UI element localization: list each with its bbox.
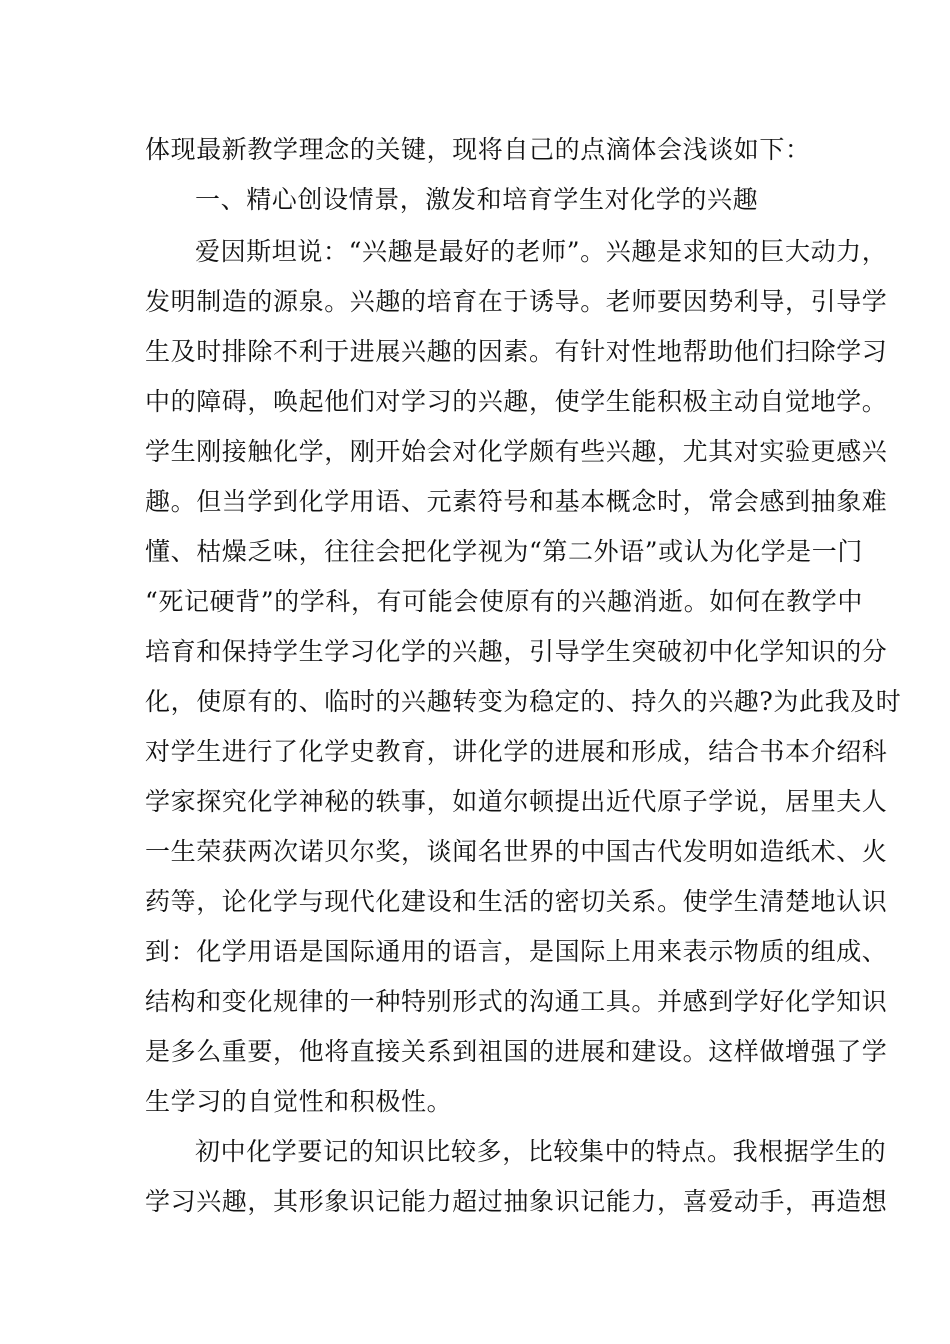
text-line: 学习兴趣，其形象识记能力超过抽象识记能力，喜爱动手，再造想 xyxy=(145,1187,888,1216)
text-line: “死记硬背”的学科，有可能会使原有的兴趣消逝。如何在教学中 xyxy=(145,587,863,616)
text-line: 学生刚接触化学，刚开始会对化学颇有些兴趣，尤其对实验更感兴 xyxy=(145,437,888,466)
text-line: 学家探究化学神秘的轶事，如道尔顿提出近代原子学说，居里夫人 xyxy=(145,787,888,816)
text-line: 培育和保持学生学习化学的兴趣，引导学生突破初中化学知识的分 xyxy=(145,637,888,666)
text-line: 趣。但当学到化学用语、元素符号和基本概念时，常会感到抽象难 xyxy=(145,487,888,516)
text-line: 中的障碍，唤起他们对学习的兴趣，使学生能积极主动自觉地学。 xyxy=(145,387,888,416)
text-line: 化，使原有的、临时的兴趣转变为稳定的、持久的兴趣?为此我及时 xyxy=(145,687,902,716)
text-line: 对学生进行了化学史教育，讲化学的进展和形成，结合书本介绍科 xyxy=(145,737,888,766)
text-line: 结构和变化规律的一种特别形式的沟通工具。并感到学好化学知识 xyxy=(145,987,888,1016)
text-line: 懂、枯燥乏味，往往会把化学视为“第二外语”或认为化学是一门 xyxy=(145,537,863,566)
section-heading: 一、精心创设情景，激发和培育学生对化学的兴趣 xyxy=(195,185,759,214)
text-line: 发明制造的源泉。兴趣的培育在于诱导。老师要因势利导，引导学 xyxy=(145,287,888,316)
text-line: 初中化学要记的知识比较多，比较集中的特点。我根据学生的 xyxy=(195,1137,887,1166)
text-line: 药等，论化学与现代化建设和生活的密切关系。使学生清楚地认识 xyxy=(145,887,888,916)
text-line: 是多么重要，他将直接关系到祖国的进展和建设。这样做增强了学 xyxy=(145,1037,888,1066)
text-line: 生及时排除不利于进展兴趣的因素。有针对性地帮助他们扫除学习 xyxy=(145,337,888,366)
text-line: 爱因斯坦说：“兴趣是最好的老师”。兴趣是求知的巨大动力， xyxy=(195,237,888,266)
text-line: 体现最新教学理念的关键，现将自己的点滴体会浅谈如下： xyxy=(145,135,811,164)
text-line: 到：化学用语是国际通用的语言，是国际上用来表示物质的组成、 xyxy=(145,937,888,966)
text-line: 生学习的自觉性和积极性。 xyxy=(145,1087,453,1116)
text-line: 一生荣获两次诺贝尔奖，谈闻名世界的中国古代发明如造纸术、火 xyxy=(145,837,888,866)
